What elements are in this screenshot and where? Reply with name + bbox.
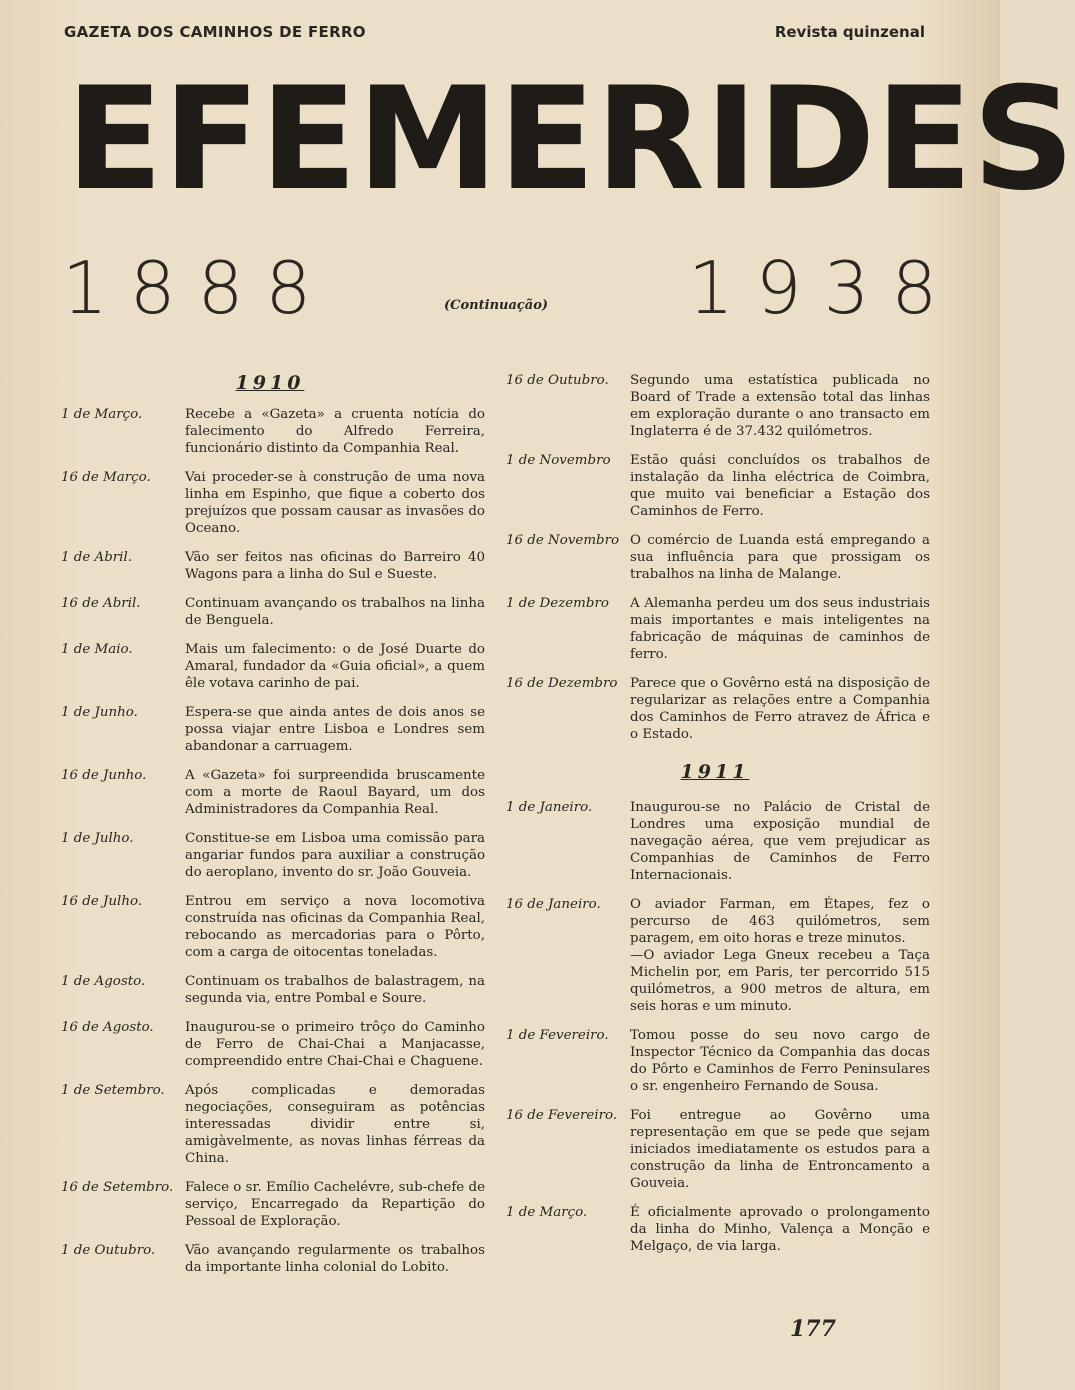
entry-date: 16 de Novembro	[506, 533, 620, 548]
chronology-entry	[500, 532, 930, 583]
right-column	[500, 372, 930, 1267]
entry-date: 1 de Março.	[506, 1205, 588, 1220]
entry-date: 1 de Dezembro	[506, 596, 609, 611]
publication-name: GAZETA DOS CAMINHOS DE FERRO	[64, 23, 366, 41]
entry-text-block	[185, 549, 485, 583]
entry-date: 16 de Janeiro.	[506, 897, 601, 912]
left-column	[55, 372, 485, 1288]
entry-text: A Alemanha perdeu um dos seus industriais mais importantes e mais inteligentes na fabricação de máquinas de caminhos de ferro.	[630, 596, 930, 662]
title-letter: F	[163, 57, 261, 222]
entry-date: 1 de Setembro.	[61, 1083, 165, 1098]
entry-text: Segundo uma estatística publicada no Board of Trade a extensão total das linhas em exploração durante o ano transacto em Inglaterra é de 37.432 quilómetros.	[630, 373, 930, 439]
chronology-entry	[500, 799, 930, 884]
entry-date: 16 de Julho.	[61, 894, 143, 909]
entry-date: 16 de Fevereiro.	[506, 1108, 618, 1123]
entry-date: 1 de Novembro	[506, 453, 611, 468]
entry-text: Parece que o Govêrno está na disposição de regularizar as relações entre a Companhia dos Caminhos de Ferro atravez de África e o Estado.	[630, 676, 930, 742]
entry-text: Vão ser feitos nas oficinas do Barreiro 40 Wagons para a linha do Sul e Sueste.	[185, 550, 485, 582]
entry-text: É oficialmente aprovado o prolongamento da linha do Minho, Valença a Monção e Melgaço, de via larga.	[630, 1205, 930, 1254]
chronology-entry	[500, 372, 930, 440]
continuation-label: (Continuação)	[444, 298, 549, 313]
year-start: 1888	[62, 246, 334, 330]
chronology-entry	[55, 1179, 485, 1230]
year-heading: 1910	[235, 372, 305, 394]
entry-date: 1 de Abril.	[61, 550, 132, 565]
entry-text-block	[630, 799, 930, 884]
year-heading: 1911	[680, 761, 750, 783]
chronology-entry	[500, 1204, 930, 1255]
title-letter: R	[595, 57, 705, 222]
entry-date: 1 de Janeiro.	[506, 800, 593, 815]
entry-text: Falece o sr. Emílio Cachelévre, sub-chefe de serviço, Encarregado da Repartição do Pessoal de Exploração.	[185, 1180, 485, 1229]
entry-date: 16 de Abril.	[61, 596, 141, 611]
entry-date: 1 de Agosto.	[61, 974, 146, 989]
entry-text-block	[185, 1242, 485, 1276]
entry-date: 1 de Junho.	[61, 705, 138, 720]
entry-text-block	[630, 595, 930, 663]
chronology-entry	[500, 1107, 930, 1192]
entry-text: Vai proceder-se à construção de uma nova linha em Espinho, que fique a coberto dos prejuízos que possam causar as invasões do Oceano.	[185, 470, 485, 536]
entry-text-block	[185, 893, 485, 961]
title-letter: E	[498, 57, 596, 222]
title-letter: I	[704, 57, 758, 222]
entry-text-block	[185, 595, 485, 629]
chronology-entry	[55, 469, 485, 537]
entry-text-block	[630, 896, 930, 1015]
entry-text-block	[630, 1027, 930, 1095]
entry-text-block	[185, 704, 485, 755]
chronology-entry	[55, 893, 485, 961]
entry-date: 1 de Outubro.	[61, 1243, 156, 1258]
entry-text-block	[185, 1179, 485, 1230]
chronology-entry	[55, 1242, 485, 1276]
page-number: 177	[790, 1316, 836, 1342]
entry-text: O comércio de Luanda está empregando a sua influência para que prossigam os trabalhos na linha de Malange.	[630, 533, 930, 582]
chronology-entry	[500, 896, 930, 1015]
entry-text: Tomou posse do seu novo cargo de Inspector Técnico da Companhia das docas do Pôrto e Caminhos de Ferro Peninsulares o sr. engenheiro Fernando de Sousa.	[630, 1028, 930, 1094]
chronology-entry	[500, 1027, 930, 1095]
entry-date: 16 de Março.	[61, 470, 151, 485]
entry-text-block	[630, 532, 930, 583]
chronology-entry	[55, 704, 485, 755]
entry-date: 16 de Agosto.	[61, 1020, 154, 1035]
entry-text-block	[185, 1019, 485, 1070]
entry-text-block	[630, 675, 930, 743]
entry-text: A «Gazeta» foi surpreendida bruscamente com a morte de Raoul Bayard, um dos Administradores da Companhia Real.	[185, 768, 485, 817]
chronology-entry	[500, 595, 930, 663]
entry-date: 16 de Dezembro	[506, 676, 618, 691]
entry-text: O aviador Farman, em Étapes, fez o percurso de 463 quilómetros, sem paragem, em oito horas e treze minutos.	[630, 897, 930, 946]
entry-text: Entrou em serviço a nova locomotiva construída nas oficinas da Companhia Real, rebocando as mercadorias para o Pôrto, com a carga de oitocentas toneladas.	[185, 894, 485, 960]
chronology-entry	[55, 830, 485, 881]
entry-text: Continuam avançando os trabalhos na linha de Benguela.	[185, 596, 485, 628]
entry-text: Mais um falecimento: o de José Duarte do Amaral, fundador da «Guia oficial», a quem êle votava carinho de pai.	[185, 642, 485, 691]
entry-text-block	[185, 973, 485, 1007]
entry-text-block	[630, 452, 930, 520]
chronology-entry	[55, 549, 485, 583]
entry-text: Espera-se que ainda antes de dois anos se possa viajar entre Lisboa e Londres sem abandonar a carruagem.	[185, 705, 485, 754]
entry-text-block	[185, 830, 485, 881]
chronology-entry	[500, 452, 930, 520]
entry-text: Estão quási concluídos os trabalhos de instalação da linha eléctrica de Coimbra, que muito vai beneficiar a Estação dos Caminhos de Ferro.	[630, 453, 930, 519]
chronology-entry	[55, 595, 485, 629]
entry-date: 16 de Junho.	[61, 768, 147, 783]
entry-text-block	[185, 1082, 485, 1167]
chronology-entry	[55, 406, 485, 457]
entry-text-continued: —O aviador Lega Gneux recebeu a Taça Michelin por, em Paris, ter percorrido 515 quilómetros, a 900 metros de altura, em seis horas e um minuto.	[630, 948, 930, 1014]
chronology-entry	[55, 641, 485, 692]
entry-text: Continuam os trabalhos de balastragem, na segunda via, entre Pombal e Soure.	[185, 974, 485, 1006]
entry-text: Foi entregue ao Govêrno uma representação em que se pede que sejam iniciados imediatamente os estudos para a construção da linha de Entroncamento a Gouveia.	[630, 1108, 930, 1191]
entry-date: 16 de Outubro.	[506, 373, 609, 388]
entry-text-block	[185, 406, 485, 457]
entry-text-block	[630, 1107, 930, 1192]
entry-date: 1 de Março.	[61, 407, 143, 422]
entry-text: Constitue-se em Lisboa uma comissão para angariar fundos para auxiliar a construção do aeroplano, invento do sr. João Gouveia.	[185, 831, 485, 880]
chronology-entry	[500, 675, 930, 743]
chronology-entry	[55, 973, 485, 1007]
entry-text-block	[185, 767, 485, 818]
entry-date: 1 de Maio.	[61, 642, 133, 657]
publication-subtitle: Revista quinzenal	[774, 23, 925, 41]
title-letter: S	[972, 57, 1075, 222]
entry-text: Recebe a «Gazeta» a cruenta notícia do falecimento do Alfredo Ferreira, funcionário distinto da Companhia Real.	[185, 407, 485, 456]
title-letter: E	[66, 57, 164, 222]
entry-text: Inaugurou-se no Palácio de Cristal de Londres uma exposição mundial de navegação aérea, que vem prejudicar as Companhias de Caminhos de Ferro Internacionais.	[630, 800, 930, 883]
entry-text: Vão avançando regularmente os trabalhos da importante linha colonial do Lobito.	[185, 1243, 485, 1275]
entry-date: 1 de Julho.	[61, 831, 134, 846]
page-title	[66, 57, 1075, 222]
title-letter: E	[875, 57, 973, 222]
entry-text: Após complicadas e demoradas negociações, conseguiram as potências interessadas dividir entre si, amigàvelmente, as novas linhas férreas da China.	[185, 1083, 485, 1166]
year-end: 1938	[688, 246, 960, 330]
entry-text-block	[185, 641, 485, 692]
entry-text-block	[185, 469, 485, 537]
title-letter: E	[260, 57, 358, 222]
entry-date: 16 de Setembro.	[61, 1180, 174, 1195]
entry-date: 1 de Fevereiro.	[506, 1028, 609, 1043]
title-letter: D	[757, 57, 876, 222]
entry-text-block	[630, 372, 930, 440]
chronology-entry	[55, 1019, 485, 1070]
entry-text-block	[630, 1204, 930, 1255]
chronology-entry	[55, 767, 485, 818]
entry-text: Inaugurou-se o primeiro trôço do Caminho de Ferro de Chai-Chai a Manjacasse, compreendido entre Chai-Chai e Chaguene.	[185, 1020, 485, 1069]
chronology-entry	[55, 1082, 485, 1167]
title-letter: M	[357, 57, 499, 222]
